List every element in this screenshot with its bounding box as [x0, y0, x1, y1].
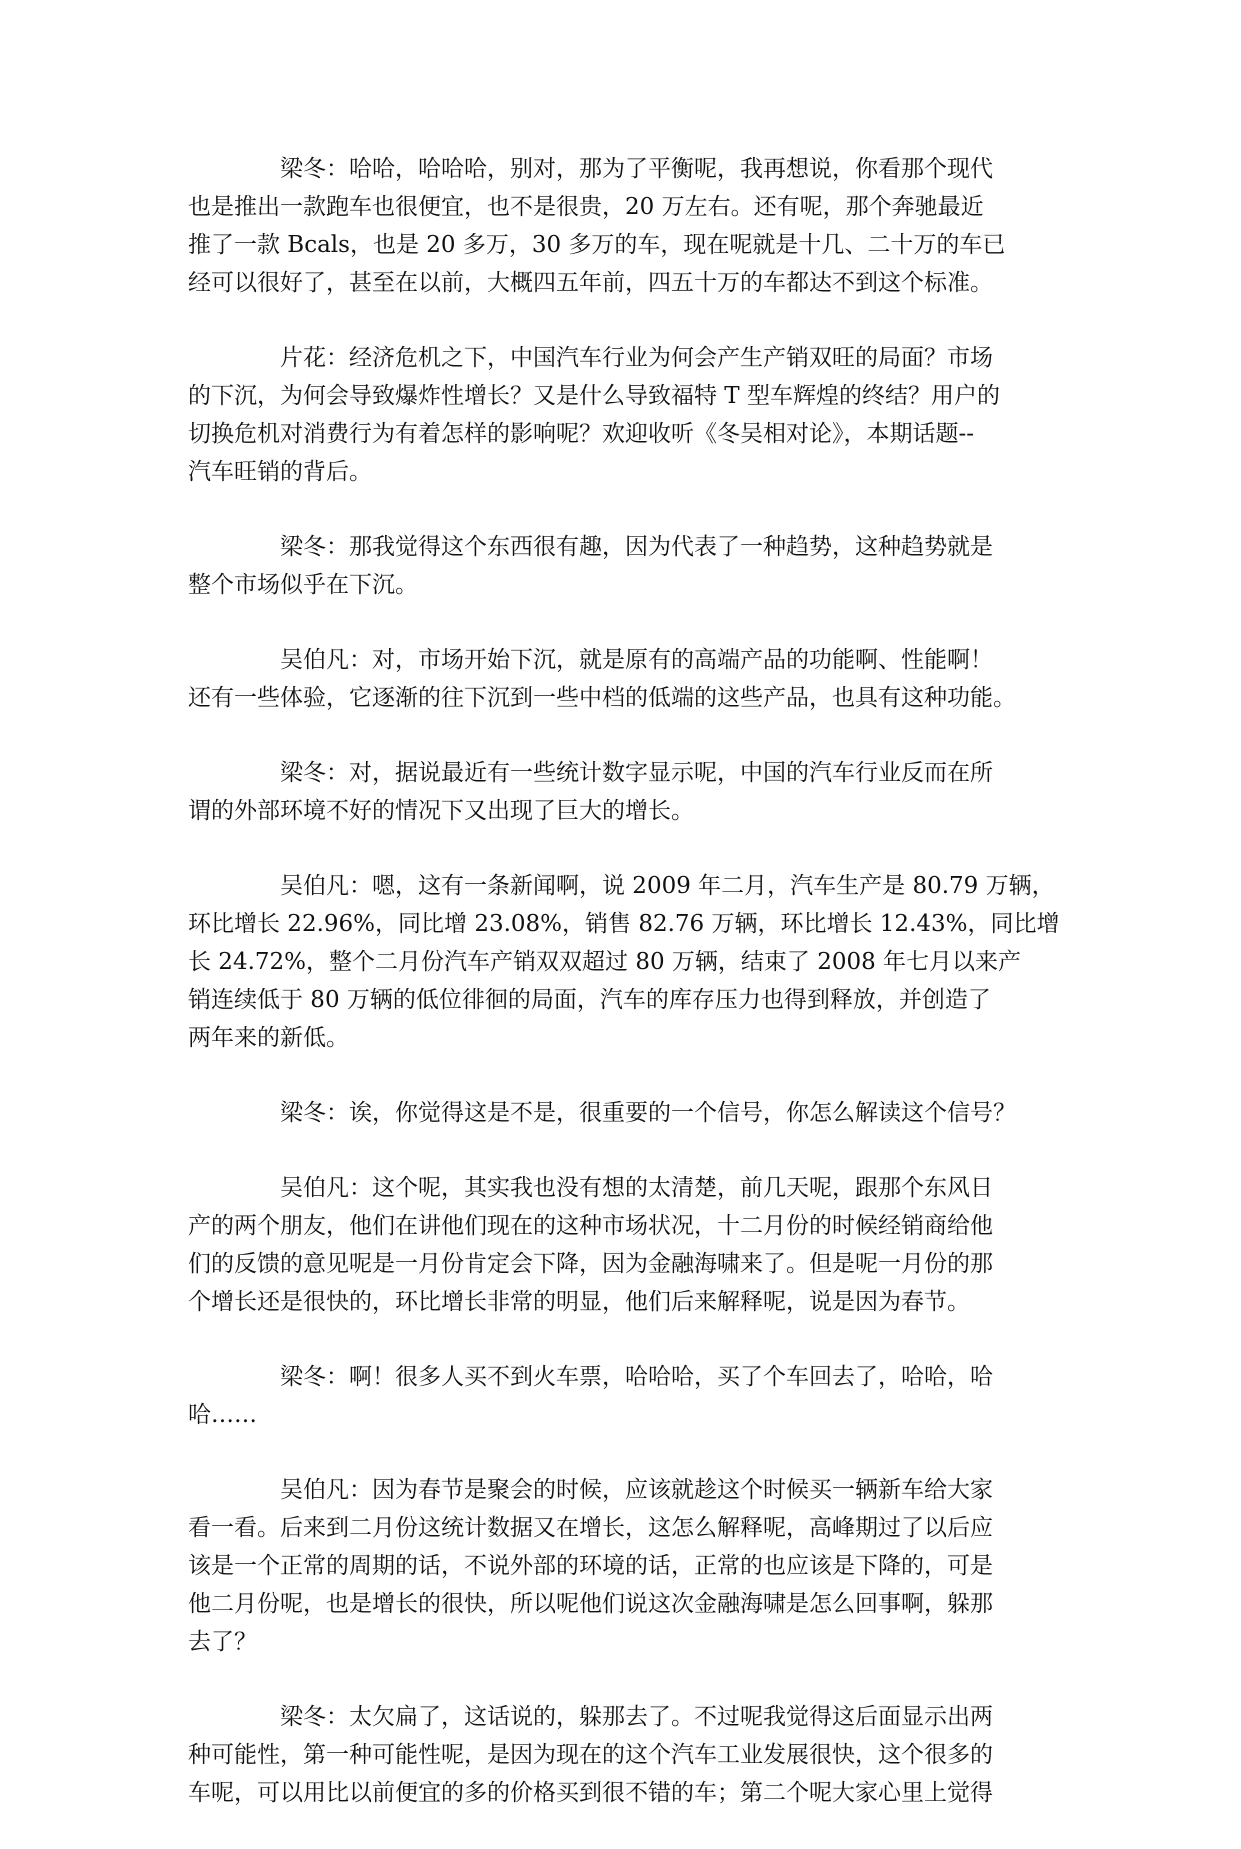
paragraph-line: 梁冬：太欠扁了，这话说的，躲那去了。不过呢我觉得这后面显示出两: [280, 1704, 993, 1730]
paragraph-line: 两年来的新低。: [188, 1025, 349, 1051]
paragraph-line: 梁冬：那我觉得这个东西很有趣，因为代表了一种趋势，这种趋势就是: [280, 534, 993, 560]
dialogue-paragraph: [188, 754, 1058, 830]
paragraph-line: 车呢，可以用比以前便宜的多的价格买到很不错的车；第二个呢大家心里上觉得: [188, 1780, 993, 1806]
paragraph-line: 吴伯凡：对，市场开始下沉，就是原有的高端产品的功能啊、性能啊！: [280, 647, 993, 673]
paragraph-line: 经可以很好了，甚至在以前，大概四五年前，四五十万的车都达不到这个标准。: [188, 270, 993, 296]
paragraph-line: 的下沉，为何会导致爆炸性增长？又是什么导致福特 T 型车辉煌的终结？用户的: [188, 383, 1000, 409]
paragraph-line: 销连续低于 80 万辆的低位徘徊的局面，汽车的库存压力也得到释放，并创造了: [188, 987, 991, 1013]
dialogue-paragraph: [188, 1358, 1058, 1434]
dialogue-paragraph: [188, 867, 1058, 1057]
paragraph-line: 们的反馈的意见呢是一月份肯定会下降，因为金融海啸来了。但是呢一月份的那: [188, 1251, 993, 1277]
dialogue-paragraph: [188, 150, 1058, 302]
paragraph-line: 产的两个朋友，他们在讲他们现在的这种市场状况，十二月份的时候经销商给他: [188, 1213, 993, 1239]
paragraph-line: 吴伯凡：这个呢，其实我也没有想的太清楚，前几天呢，跟那个东风日: [280, 1175, 993, 1201]
paragraph-line: 整个市场似乎在下沉。: [188, 572, 418, 598]
paragraph-line: 也是推出一款跑车也很便宜，也不是很贵，20 万左右。还有呢，那个奔驰最近: [188, 194, 984, 220]
paragraph-line: 看一看。后来到二月份这统计数据又在增长，这怎么解释呢，高峰期过了以后应: [188, 1515, 993, 1541]
paragraph-line: 吴伯凡：嗯，这有一条新闻啊，说 2009 年二月，汽车生产是 80.79 万辆，: [280, 873, 1055, 899]
paragraph-line: 梁冬：对，据说最近有一些统计数字显示呢，中国的汽车行业反而在所: [280, 760, 993, 786]
paragraph-line: 梁冬：啊！很多人买不到火车票，哈哈哈，买了个车回去了，哈哈，哈: [280, 1364, 993, 1390]
paragraph-line: 吴伯凡：因为春节是聚会的时候，应该就趁这个时候买一辆新车给大家: [280, 1477, 993, 1503]
paragraph-line: 片花：经济危机之下，中国汽车行业为何会产生产销双旺的局面？市场: [280, 345, 993, 371]
paragraph-line: 他二月份呢，也是增长的很快，所以呢他们说这次金融海啸是怎么回事啊，躲那: [188, 1591, 993, 1617]
dialogue-paragraph: [188, 1094, 1058, 1132]
paragraph-line: 长 24.72%，整个二月份汽车产销双双超过 80 万辆，结束了 2008 年七月以来产: [188, 949, 1022, 975]
paragraph-line: 个增长还是很快的，环比增长非常的明显，他们后来解释呢，说是因为春节。: [188, 1289, 970, 1315]
dialogue-paragraph: [188, 1471, 1058, 1661]
dialogue-paragraph: [188, 1698, 1058, 1812]
paragraph-line: 还有一些体验，它逐渐的往下沉到一些中档的低端的这些产品，也具有这种功能。: [188, 685, 1016, 711]
paragraph-line: 推了一款 Bcals，也是 20 多万，30 多万的车，现在呢就是十几、二十万的车已: [188, 232, 1006, 258]
paragraph-line: 切换危机对消费行为有着怎样的影响呢？欢迎收听《冬吴相对论》，本期话题--: [188, 421, 975, 447]
dialogue-paragraph: [188, 339, 1058, 491]
paragraph-line: 种可能性，第一种可能性呢，是因为现在的这个汽车工业发展很快，这个很多的: [188, 1742, 993, 1768]
paragraph-line: 谓的外部环境不好的情况下又出现了巨大的增长。: [188, 798, 694, 824]
paragraph-line: 环比增长 22.96%，同比增 23.08%，销售 82.76 万辆，环比增长 12.43%，同比增: [188, 911, 1060, 937]
paragraph-line: 汽车旺销的背后。: [188, 459, 372, 485]
paragraph-line: 梁冬：哈哈，哈哈哈，别对，那为了平衡呢，我再想说，你看那个现代: [280, 156, 993, 182]
document-page: [188, 150, 1058, 1849]
dialogue-paragraph: [188, 1169, 1058, 1321]
paragraph-line: 该是一个正常的周期的话，不说外部的环境的话，正常的也应该是下降的，可是: [188, 1553, 993, 1579]
paragraph-line: 梁冬：诶，你觉得这是不是，很重要的一个信号，你怎么解读这个信号？: [280, 1100, 1016, 1126]
dialogue-paragraph: [188, 528, 1058, 604]
paragraph-line: 去了？: [188, 1629, 257, 1655]
paragraph-line: 哈……: [188, 1402, 257, 1428]
dialogue-paragraph: [188, 641, 1058, 717]
